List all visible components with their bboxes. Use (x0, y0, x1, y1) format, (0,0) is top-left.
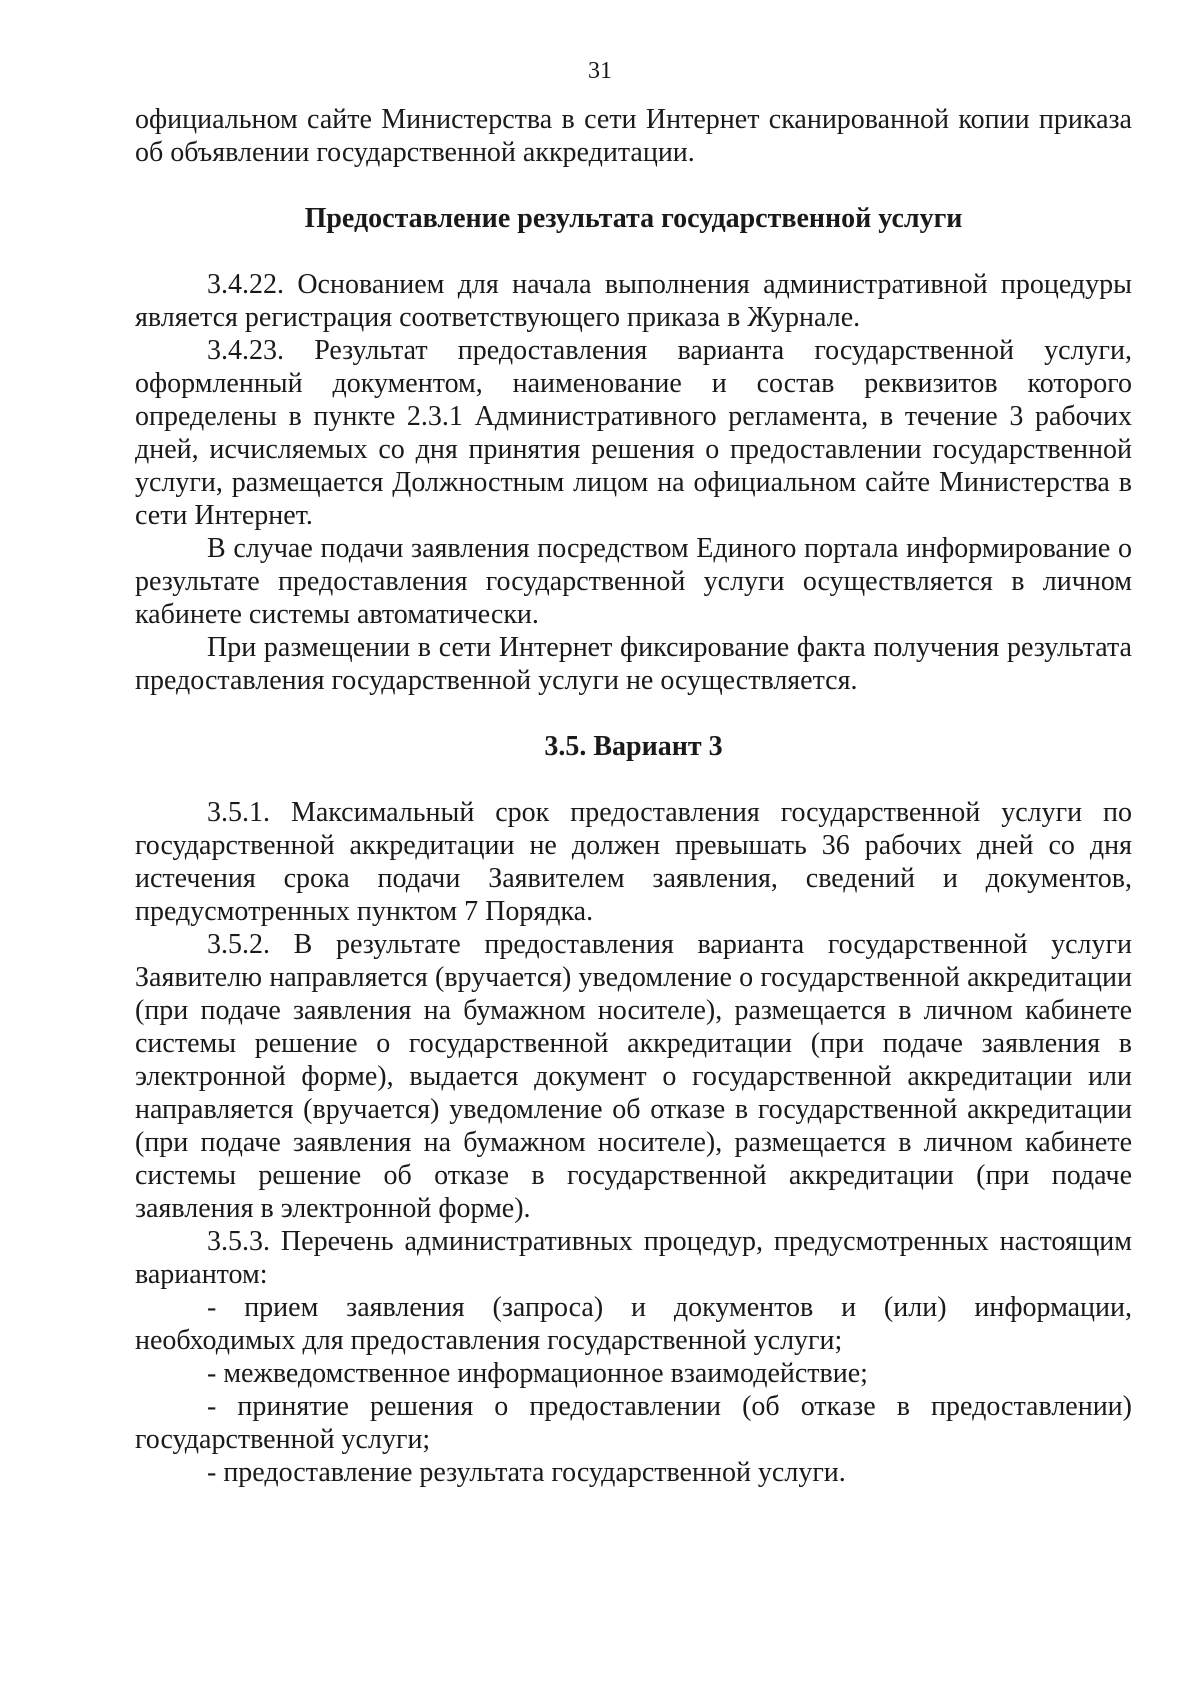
paragraph-3-4-22: 3.4.22. Основанием для начала выполнения административной процедуры является регистрация соответствующего приказа в Журнале. (135, 269, 1132, 333)
paragraph-portal-info: В случае подачи заявления посредством Единого портала информирование о результате предоставления государственной услуги осуществляется в личном кабинете системы автоматически. (135, 533, 1132, 630)
spacer (135, 169, 1132, 202)
spacer (135, 763, 1132, 796)
section-heading-variant-3: 3.5. Вариант 3 (544, 731, 723, 762)
section-heading-result: Предоставление результата государственной услуги (304, 203, 963, 234)
paragraph-3-4-23: 3.4.23. Результат предоставления варианта государственной услуги, оформленный документом, наименование и состав реквизитов которого определены в пункте 2.3.1 Административного регламента, в течение 3 рабочих дней, исчисляемых со дня принятия решения о предоставлении государственной услуги, размещается Должностным лицом на официальном сайте Министерства в сети Интернет. (135, 335, 1132, 531)
spacer (135, 235, 1132, 268)
paragraph-3-5-2: 3.5.2. В результате предоставления варианта государственной услуги Заявителю направляется (вручается) уведомление о государственной аккредитации (при подаче заявления на бумажном носителе), размещается в личном кабинете системы решение о государственной аккредитации (при подаче заявления в электронной форме), выдается документ о государственной аккредитации или направляется (вручается) уведомление об отказе в государственной аккредитации (при подаче заявления на бумажном носителе), размещается в личном кабинете системы решение об отказе в государственной аккредитации (при подаче заявления в электронной форме). (135, 929, 1132, 1224)
paragraph-internet-fixing: При размещении в сети Интернет фиксирование факта получения результата предоставления государственной услуги не осуществляется. (135, 632, 1132, 696)
list-item: - межведомственное информационное взаимодействие; (207, 1358, 868, 1389)
continuation-paragraph: официальном сайте Министерства в сети Интернет сканированной копии приказа об объявлении государственной аккредитации. (135, 104, 1132, 168)
paragraph-3-5-1: 3.5.1. Максимальный срок предоставления государственной услуги по государственной аккредитации не должен превышать 36 рабочих дней со дня истечения срока подачи Заявителем заявления, сведений и документов, предусмотренных пунктом 7 Порядка. (135, 797, 1132, 927)
spacer (135, 697, 1132, 730)
page-number: 31 (588, 58, 612, 84)
list-item: - принятие решения о предоставлении (об отказе в предоставлении) государственной услуги; (135, 1391, 1132, 1455)
list-item: - предоставление результата государственной услуги. (207, 1457, 846, 1488)
paragraph-3-5-3: 3.5.3. Перечень административных процедур, предусмотренных настоящим вариантом: (135, 1226, 1132, 1290)
document-body (135, 103, 1132, 1489)
list-item: - прием заявления (запроса) и документов и (или) информации, необходимых для предоставления государственной услуги; (135, 1292, 1132, 1356)
